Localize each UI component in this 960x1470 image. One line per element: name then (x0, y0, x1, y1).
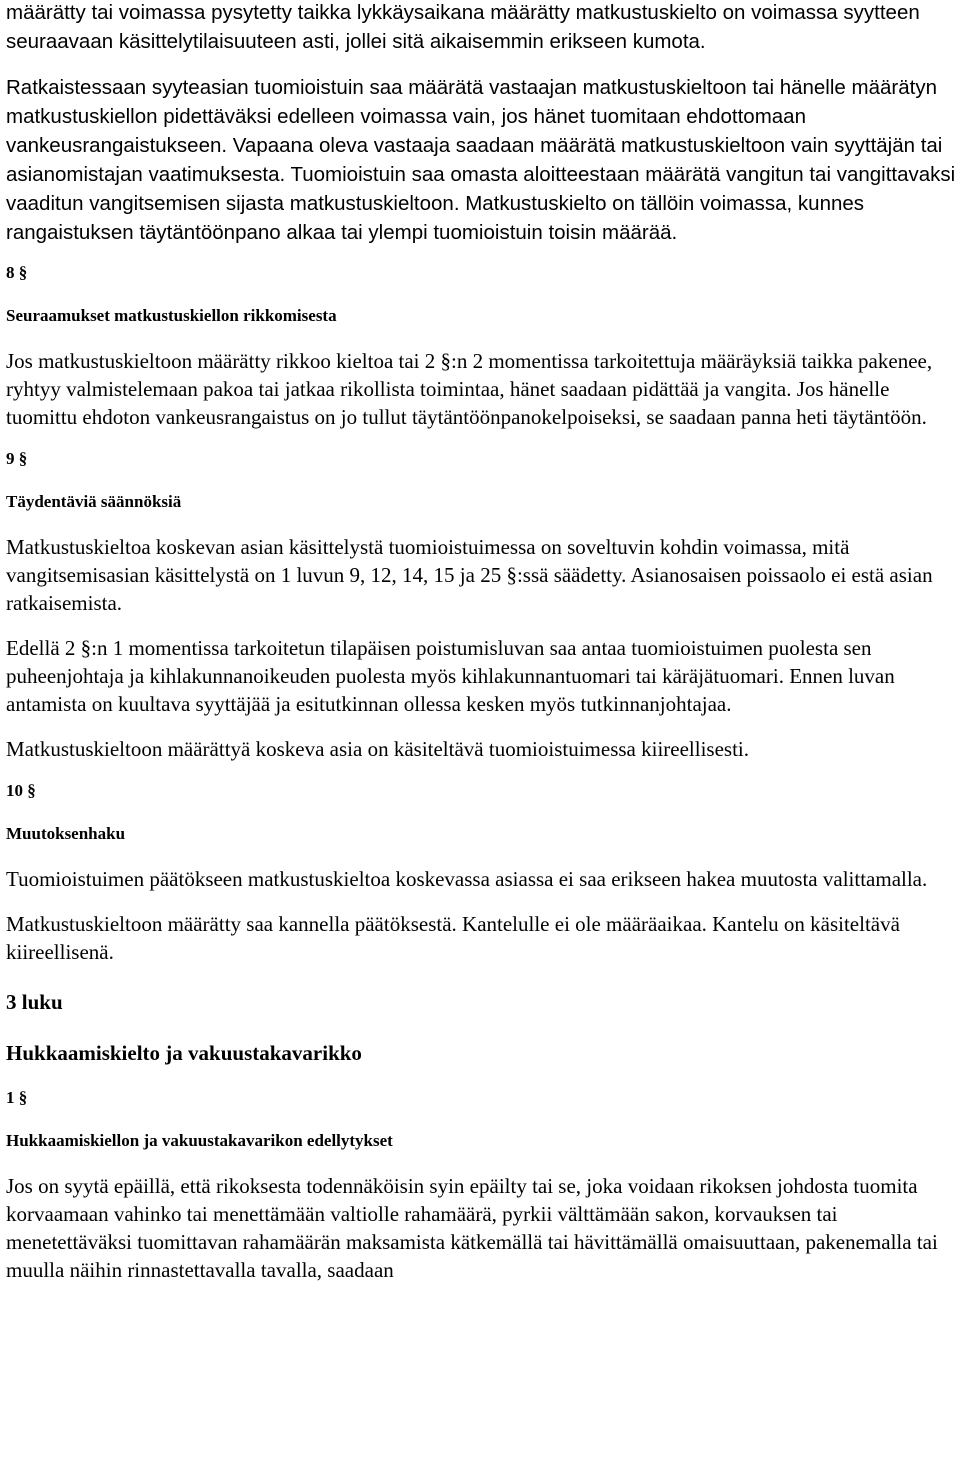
document-page (6, 0, 958, 1284)
section-number: 9 § (6, 449, 28, 468)
intro-paragraph: Ratkaistessaan syyteasian tuomioistuin saa määrätä vastaajan matkustuskieltoon tai hänelle määrätyn matkustuskiellon pidettäväksi edelleen voimassa vain, jos hänet tuomitaan ehdottomaan vankeusrangaistukseen. Vapaana oleva vastaaja saadaan määrätä matkustuskieltoon vain syyttäjän tai asianomistajan vaatimuksesta. Tuomioistuin saa omasta aloitteestaan määrätä vangitun tai vangittavaksi vaaditun vangitsemisen sijasta matkustuskieltoon. Matkustuskielto on tällöin voimassa, kunnes rangaistuksen täytäntöönpano alkaa tai ylempi tuomioistuin toisin määrää. (6, 76, 956, 244)
section-paragraph: Jos on syytä epäillä, että rikoksesta todennäköisin syin epäilty tai se, joka voidaan rikoksen johdosta tuomita korvaamaan vahinko tai menettämään valtiolle rahamäärä, pyrkii välttämään sakon, korvauksen tai menetettäväksi tuomittavan rahamäärän maksamista kätkemällä tai hävittämällä omaisuuttaan, pakenemalla tai muulla näihin rinnastettavalla tavalla, saadaan (6, 1174, 938, 1282)
section-title: Täydentäviä säännöksiä (6, 492, 182, 511)
section-paragraph: Matkustuskieltoon määrätty saa kannella päätöksestä. Kantelulle ei ole määräaikaa. Kantelu on käsiteltävä kiireellisenä. (6, 912, 900, 964)
section-paragraph: Tuomioistuimen päätökseen matkustuskieltoa koskevassa asiassa ei saa erikseen hakea muutosta valittamalla. (6, 867, 928, 891)
section-number: 8 § (6, 263, 28, 282)
section-title: Seuraamukset matkustuskiellon rikkomisesta (6, 306, 337, 325)
section-paragraph: Jos matkustuskieltoon määrätty rikkoo kieltoa tai 2 §:n 2 momentissa tarkoitettuja määräyksiä taikka pakenee, ryhtyy valmistelemaan pakoa tai jatkaa rikollista toimintaa, hänet saadaan pidättää ja vangita. Jos hänelle tuomittu ehdoton vankeusrangaistus on jo tullut täytäntöönpanokelpoiseksi, se saadaan panna heti täytäntöön. (6, 349, 933, 429)
chapter-title: Hukkaamiskielto ja vakuustakavarikko (6, 1041, 362, 1065)
chapter-number: 3 luku (6, 990, 63, 1014)
intro-paragraph: määrätty tai voimassa pysytetty taikka lykkäysaikana määrätty matkustuskielto on voimassa syytteen seuraavaan käsittelytilaisuuteen asti, jollei sitä aikaisemmin erikseen kumota. (6, 1, 920, 53)
section-paragraph: Edellä 2 §:n 1 momentissa tarkoitetun tilapäisen poistumisluvan saa antaa tuomioistuimen puolesta sen puheenjohtaja ja kihlakunnanoikeuden puolesta myös kihlakunnantuomari tai käräjätuomari. Ennen luvan antamista on kuultava syyttäjää ja esitutkinnan ollessa kesken myös tutkinnanjohtajaa. (6, 636, 895, 716)
section-paragraph: Matkustuskieltoa koskevan asian käsittelystä tuomioistuimessa on soveltuvin kohdin voimassa, mitä vangitsemisasian käsittelystä on 1 luvun 9, 12, 14, 15 ja 25 §:ssä säädetty. Asianosaisen poissaolo ei estä asian ratkaisemista. (6, 535, 933, 615)
section-number: 10 § (6, 781, 36, 800)
section-number: 1 § (6, 1088, 28, 1107)
section-paragraph: Matkustuskieltoon määrättyä koskeva asia on käsiteltävä tuomioistuimessa kiireellisesti. (6, 737, 750, 761)
section-title: Hukkaamiskiellon ja vakuustakavarikon edellytykset (6, 1131, 393, 1150)
section-title: Muutoksenhaku (6, 824, 126, 843)
